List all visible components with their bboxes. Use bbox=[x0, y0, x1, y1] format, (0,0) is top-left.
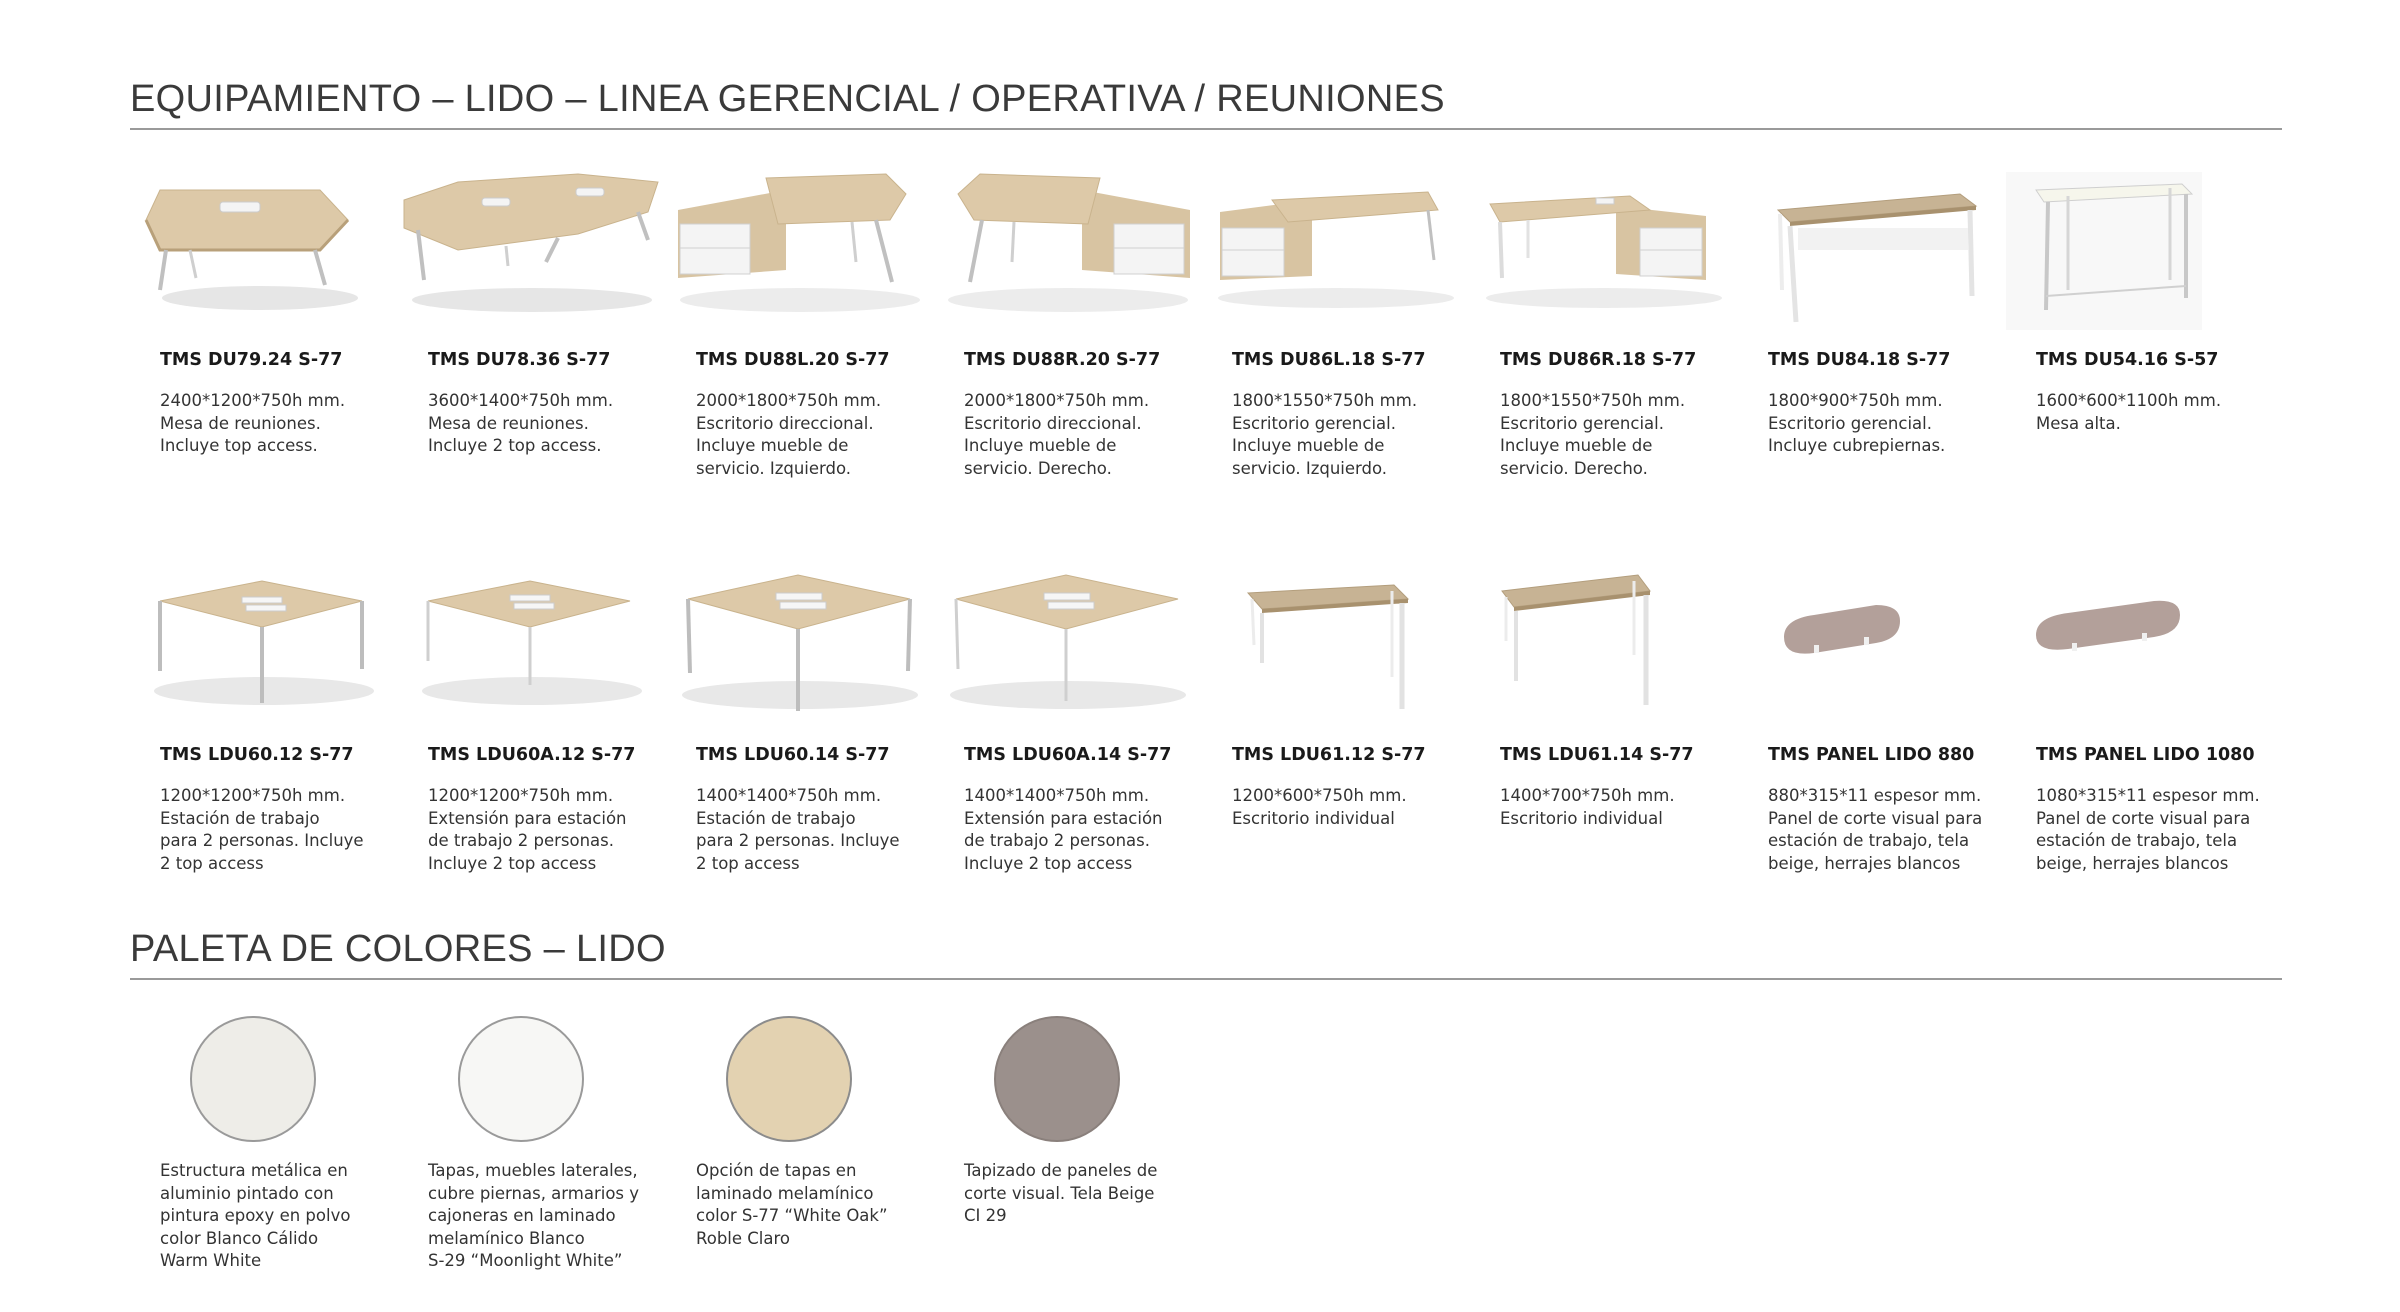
individual-desk-icon bbox=[1202, 545, 1470, 725]
meeting-table-icon bbox=[130, 150, 398, 330]
product-description: 2000*1800*750h mm. Escritorio direccional. Incluye mueble de servicio. Izquierdo. bbox=[696, 391, 882, 478]
privacy-panel-icon bbox=[1738, 545, 2006, 725]
product-card[interactable] bbox=[1202, 150, 1470, 570]
swatch-description: Opción de tapas en laminado melamínico color S-77 “White Oak” Roble Claro bbox=[696, 1161, 888, 1248]
product-code: TMS LDU61.14 S-77 bbox=[1500, 745, 1694, 765]
product-code: TMS DU88R.20 S-77 bbox=[964, 350, 1161, 370]
product-description: 1400*1400*750h mm. Estación de trabajo para 2 personas. Incluye 2 top access bbox=[696, 786, 900, 873]
equipment-heading: EQUIPAMIENTO – LIDO – LINEA GERENCIAL / OPERATIVA / REUNIONES bbox=[130, 78, 1445, 120]
product-description: 1400*700*750h mm. Escritorio individual bbox=[1500, 786, 1675, 828]
product-description: 3600*1400*750h mm. Mesa de reuniones. Incluye 2 top access. bbox=[428, 391, 614, 455]
product-card[interactable] bbox=[934, 150, 1202, 570]
product-description: 1080*315*11 espesor mm. Panel de corte visual para estación de trabajo, tela beige, herrajes blancos bbox=[2036, 786, 2260, 873]
workstation-extension-icon bbox=[398, 545, 666, 725]
product-card[interactable] bbox=[130, 545, 398, 965]
palette-heading-rule bbox=[130, 978, 2282, 980]
product-description: 1800*900*750h mm. Escritorio gerencial. Incluye cubrepiernas. bbox=[1768, 391, 1946, 455]
product-description: 1200*600*750h mm. Escritorio individual bbox=[1232, 786, 1407, 828]
high-table-icon bbox=[2006, 150, 2274, 330]
product-row-1 bbox=[130, 150, 2282, 570]
manager-desk-right-icon bbox=[1470, 150, 1738, 330]
swatch-description: Tapas, muebles laterales, cubre piernas, armarios y cajoneras en laminado melamínico Blanco S-29 “Moonlight White” bbox=[428, 1161, 640, 1270]
color-swatch-card[interactable] bbox=[130, 1000, 398, 1300]
product-code: TMS LDU60A.14 S-77 bbox=[964, 745, 1172, 765]
product-description: 2400*1200*750h mm. Mesa de reuniones. Incluye top access. bbox=[160, 391, 346, 455]
workstation-extension-large-icon bbox=[934, 545, 1202, 725]
product-code: TMS LDU60A.12 S-77 bbox=[428, 745, 636, 765]
product-code: TMS DU54.16 S-57 bbox=[2036, 350, 2219, 370]
color-swatch-card[interactable] bbox=[666, 1000, 934, 1300]
manager-desk-icon bbox=[1738, 150, 2006, 330]
product-card[interactable] bbox=[666, 150, 934, 570]
product-code: TMS DU84.18 S-77 bbox=[1768, 350, 1951, 370]
workstation-icon bbox=[130, 545, 398, 725]
product-code: TMS LDU61.12 S-77 bbox=[1232, 745, 1426, 765]
long-meeting-table-icon bbox=[398, 150, 666, 330]
product-card[interactable] bbox=[1738, 545, 2006, 965]
product-card[interactable] bbox=[130, 150, 398, 570]
product-code: TMS LDU60.14 S-77 bbox=[696, 745, 890, 765]
product-row-2 bbox=[130, 545, 2282, 965]
product-description: 880*315*11 espesor mm. Panel de corte visual para estación de trabajo, tela beige, herrajes blancos bbox=[1768, 786, 1983, 873]
palette-heading: PALETA DE COLORES – LIDO bbox=[130, 928, 666, 970]
color-swatch-card[interactable] bbox=[398, 1000, 666, 1300]
product-card[interactable] bbox=[2006, 150, 2274, 570]
product-description: 1600*600*1100h mm. Mesa alta. bbox=[2036, 391, 2222, 433]
product-card[interactable] bbox=[398, 150, 666, 570]
executive-desk-right-icon bbox=[934, 150, 1202, 330]
manager-desk-left-icon bbox=[1202, 150, 1470, 330]
product-card[interactable] bbox=[666, 545, 934, 965]
product-card[interactable] bbox=[2006, 545, 2274, 965]
swatch-description: Estructura metálica en aluminio pintado con pintura epoxy en polvo color Blanco Cálido Warm White bbox=[160, 1161, 351, 1270]
individual-desk-large-icon bbox=[1470, 545, 1738, 725]
product-card[interactable] bbox=[1470, 150, 1738, 570]
product-card[interactable] bbox=[1738, 150, 2006, 570]
product-description: 1800*1550*750h mm. Escritorio gerencial. Incluye mueble de servicio. Derecho. bbox=[1500, 391, 1686, 478]
color-swatch-warm-white bbox=[190, 1016, 316, 1142]
product-code: TMS LDU60.12 S-77 bbox=[160, 745, 354, 765]
color-swatch-moonlight-white bbox=[458, 1016, 584, 1142]
product-card[interactable] bbox=[1202, 545, 1470, 965]
equipment-heading-rule bbox=[130, 128, 2282, 130]
product-card[interactable] bbox=[1470, 545, 1738, 965]
product-description: 1200*1200*750h mm. Extensión para estación de trabajo 2 personas. Incluye 2 top access bbox=[428, 786, 627, 873]
product-code: TMS DU79.24 S-77 bbox=[160, 350, 343, 370]
product-code: TMS DU86R.18 S-77 bbox=[1500, 350, 1697, 370]
product-description: 1400*1400*750h mm. Extensión para estación de trabajo 2 personas. Incluye 2 top access bbox=[964, 786, 1163, 873]
privacy-panel-long-icon bbox=[2006, 545, 2274, 725]
color-swatch-card[interactable] bbox=[934, 1000, 1202, 1300]
workstation-large-icon bbox=[666, 545, 934, 725]
executive-desk-left-icon bbox=[666, 150, 934, 330]
color-swatch-beige-fabric bbox=[994, 1016, 1120, 1142]
product-description: 1200*1200*750h mm. Estación de trabajo para 2 personas. Incluye 2 top access bbox=[160, 786, 364, 873]
product-code: TMS DU88L.20 S-77 bbox=[696, 350, 890, 370]
product-description: 1800*1550*750h mm. Escritorio gerencial. Incluye mueble de servicio. Izquierdo. bbox=[1232, 391, 1418, 478]
product-description: 2000*1800*750h mm. Escritorio direccional. Incluye mueble de servicio. Derecho. bbox=[964, 391, 1150, 478]
product-code: TMS PANEL LIDO 1080 bbox=[2036, 745, 2255, 765]
product-card[interactable] bbox=[934, 545, 1202, 965]
product-code: TMS PANEL LIDO 880 bbox=[1768, 745, 1975, 765]
product-card[interactable] bbox=[398, 545, 666, 965]
swatch-description: Tapizado de paneles de corte visual. Tela Beige CI 29 bbox=[964, 1161, 1158, 1225]
product-code: TMS DU86L.18 S-77 bbox=[1232, 350, 1426, 370]
product-code: TMS DU78.36 S-77 bbox=[428, 350, 611, 370]
color-swatch-white-oak bbox=[726, 1016, 852, 1142]
